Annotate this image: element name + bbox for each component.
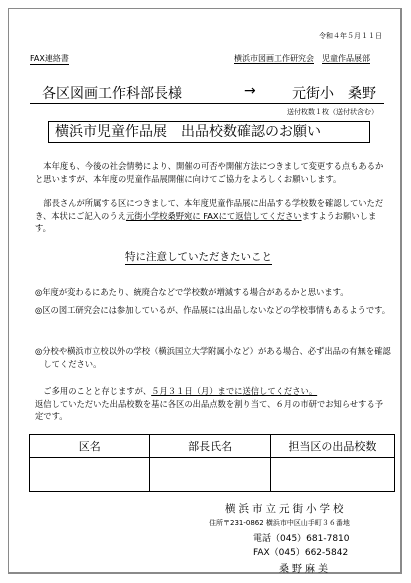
- deadline: ５月３１日（月）までに送信してください。: [151, 386, 318, 396]
- header-head-name: 部長氏名: [150, 435, 270, 458]
- document-title: 横浜市児童作品展 出品校数確認のお願い: [48, 121, 370, 143]
- request-end: ますようお願いします。: [35, 210, 377, 233]
- pages-sent: 送付枚数１枚（送付状含む）: [287, 108, 378, 116]
- sender-dept: 児童作品展部: [322, 54, 370, 63]
- sender-name: 元街小 桑野: [292, 86, 376, 102]
- closing-text: ご多用のことと存じますが、: [43, 386, 152, 396]
- header-school-count: 担当区の出品校数: [270, 435, 394, 458]
- recipient: 各区図画工作科部長様: [42, 86, 182, 102]
- school-count-cell[interactable]: [270, 458, 394, 492]
- phone-number: 電話（045）681-7810: [253, 534, 350, 544]
- fax-document: [8, 8, 402, 574]
- request-text: 部長さんが所属する区につきまして、本年度児童作品展に出品する学校数を確認していただき、本状にご記入のうえ: [35, 198, 384, 221]
- closing-paragraph: [35, 385, 387, 423]
- school-name: 横浜市立元街小学校: [225, 503, 347, 515]
- request-underlined: 元街小学校桑野宛に FAXにて返信してください: [125, 210, 302, 221]
- note-item: ◎分校や横浜市立校以外の学校（横浜国立大学附属小など）がある場合、必ず出品の有無を確認してください。: [35, 346, 391, 369]
- intro-paragraph: 本年度も、今後の社会情勢により、開催の可否や開催方法につきまして変更する点もあるかと思いますが、本年度の児童作品展開催に向けてご協力をよろしくお願いします。: [35, 161, 384, 184]
- school-address: 住所〒231-0862 横浜市中区山手町３６番地: [209, 519, 350, 527]
- head-name-cell[interactable]: [150, 458, 270, 492]
- arrow-icon: →: [244, 83, 256, 99]
- reply-table: [29, 434, 395, 492]
- sender-org: 横浜市図画工作研究会: [234, 54, 314, 63]
- fax-label: FAX連絡書: [30, 54, 69, 63]
- note-item: ◎区の図工研究会には参加しているが、作品展には出品しないなどの学校事情もあるようです。: [35, 305, 391, 315]
- fax-number: FAX（045）662-5842: [253, 548, 349, 558]
- document-date: 令和４年５月１１日: [319, 32, 382, 40]
- header-ward: 区名: [30, 435, 150, 458]
- note-item: ◎年度が変わるにあたり、統廃合などで学校数が増減する場合があるかと思います。: [35, 287, 349, 297]
- notes-heading: 特に注意していただきたいこと: [125, 251, 272, 263]
- address-line: [30, 83, 384, 104]
- request-paragraph: [35, 197, 387, 235]
- closing-rest: 返信していただいた出品校数を基に各区の出品点数を割り当て、６月の市研でお知らせする予定です。: [35, 398, 384, 421]
- table-row: [30, 458, 395, 492]
- table-header-row: [30, 435, 395, 458]
- ward-cell[interactable]: [30, 458, 150, 492]
- contact-person: 桑野麻美: [279, 564, 331, 575]
- sender-organization: [234, 53, 370, 64]
